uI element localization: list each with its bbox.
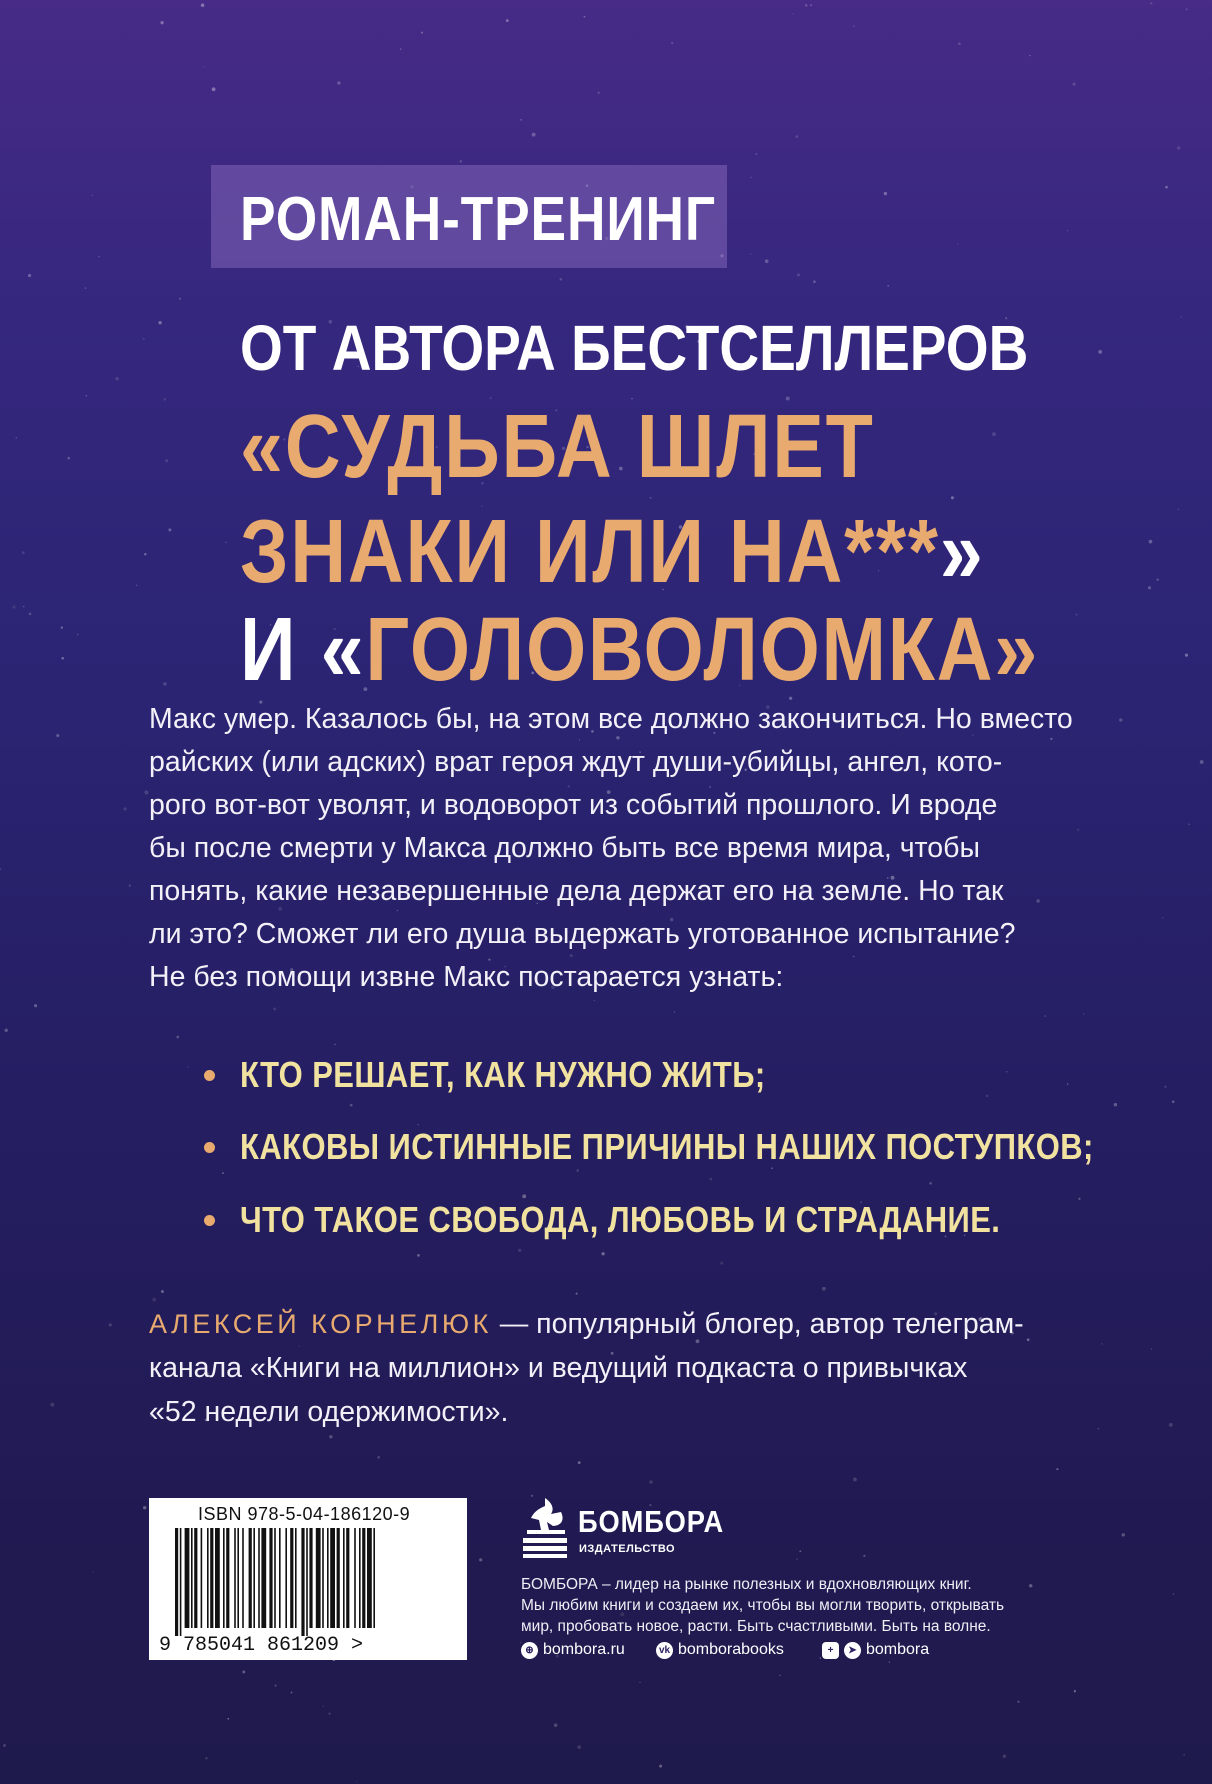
star <box>853 1477 857 1481</box>
author-bio-text: — популярный блогер, автор телеграм- <box>491 1308 1024 1340</box>
star <box>61 627 63 629</box>
star <box>136 585 137 586</box>
star <box>328 1712 330 1714</box>
publisher-name: БОМБОРА <box>578 1504 725 1539</box>
star <box>799 1550 801 1552</box>
star <box>165 459 168 462</box>
star <box>1156 578 1158 580</box>
bullet-dot-icon <box>204 1070 215 1081</box>
barcode-bar <box>253 1528 255 1628</box>
star <box>115 377 118 380</box>
headline-line-2: «СУДЬБА ШЛЕТ <box>240 397 875 497</box>
bombora-logo-icon <box>521 1496 573 1558</box>
star <box>1164 1086 1166 1088</box>
star <box>797 273 800 276</box>
star <box>755 153 757 155</box>
star <box>168 528 171 531</box>
bullet-dot-icon <box>204 1215 215 1226</box>
star <box>5 1029 8 1032</box>
description-line: рого вот-вот уволят, и водоворот из событий прошлого. И вроде <box>149 789 998 821</box>
barcode-bar <box>185 1528 190 1628</box>
star <box>650 497 652 499</box>
star <box>576 1293 578 1295</box>
star <box>929 1182 932 1185</box>
social-link-telegram[interactable] <box>822 1639 929 1661</box>
star <box>1078 1198 1080 1200</box>
star <box>16 437 18 439</box>
star <box>779 1675 780 1676</box>
star <box>56 734 59 737</box>
star <box>1050 738 1052 740</box>
star <box>506 19 509 22</box>
star <box>674 1011 676 1013</box>
star <box>1077 829 1079 831</box>
description-line: ли это? Сможет ли его душа выдержать уготованное испытание? <box>149 918 1016 950</box>
star <box>158 321 161 324</box>
star <box>144 791 148 795</box>
barcode-bar <box>207 1528 209 1628</box>
barcode-bar <box>194 1528 197 1628</box>
star <box>1122 1533 1125 1536</box>
star <box>853 25 855 27</box>
star <box>98 256 100 258</box>
star <box>225 542 226 543</box>
isbn-number: ISBN 978-5-04-186120-9 <box>198 1504 411 1524</box>
barcode-bar <box>258 1528 260 1628</box>
star <box>417 1254 420 1257</box>
star <box>222 1172 224 1174</box>
star <box>22 551 25 554</box>
star <box>1119 718 1123 722</box>
star <box>598 92 600 94</box>
star <box>68 457 71 460</box>
star <box>889 1662 890 1663</box>
star <box>820 1657 822 1659</box>
description <box>149 698 1073 999</box>
author-bio-line: канала «Книги на миллион» и ведущий подкаста о привычках <box>149 1352 968 1384</box>
star <box>1178 509 1180 511</box>
star <box>152 1298 156 1302</box>
barcode-bar <box>306 1528 308 1636</box>
star <box>421 32 423 34</box>
star <box>204 66 205 67</box>
star <box>671 42 673 44</box>
star <box>805 4 808 7</box>
barcode-bar <box>175 1528 178 1636</box>
star <box>212 87 216 91</box>
headline-title-2: ГОЛОВОЛОМКА <box>365 600 995 700</box>
plus-icon: + <box>822 1642 839 1659</box>
star <box>986 1095 989 1098</box>
star <box>161 1290 164 1293</box>
bullet-text: КАКОВЫ ИСТИННЫЕ ПРИЧИНЫ НАШИХ ПОСТУПКОВ; <box>240 1126 1094 1167</box>
barcode-bar <box>359 1528 361 1628</box>
star <box>1148 586 1151 589</box>
star <box>93 1571 94 1572</box>
barcode-bar <box>242 1528 244 1628</box>
star <box>1006 1071 1007 1072</box>
publisher-description-line: Мы любим книги и создаем их, чтобы вы могли творить, открывать <box>521 1597 1005 1614</box>
barcode-bar <box>279 1528 281 1628</box>
star <box>1017 1701 1019 1703</box>
star <box>1186 8 1187 9</box>
star <box>1169 1423 1173 1427</box>
barcode-bar <box>367 1528 372 1628</box>
star <box>594 1000 596 1002</box>
star <box>560 278 563 281</box>
star <box>160 21 163 24</box>
barcode-bar <box>269 1528 272 1628</box>
star <box>1200 760 1204 764</box>
star <box>887 285 889 287</box>
star <box>50 1403 54 1407</box>
social-link-vk[interactable] <box>656 1639 784 1661</box>
star <box>188 1066 190 1068</box>
star <box>813 280 816 283</box>
star <box>1149 540 1153 544</box>
star <box>273 1008 276 1011</box>
barcode-bar <box>201 1528 203 1628</box>
star <box>400 48 401 49</box>
star <box>337 81 340 84</box>
star <box>291 1692 293 1694</box>
barcode-bar <box>223 1528 225 1628</box>
star <box>796 1558 798 1560</box>
star <box>77 634 79 636</box>
social-link-text: bombora <box>866 1641 930 1658</box>
star <box>329 1435 332 1438</box>
star <box>810 4 812 6</box>
star <box>61 657 64 660</box>
star <box>242 1670 245 1673</box>
star <box>577 1745 581 1749</box>
author-name: АЛЕКСЕЙ КОРНЕЛЮК <box>149 1309 492 1339</box>
author-bio-line <box>149 1302 1049 1346</box>
star <box>144 553 146 555</box>
star <box>1172 1593 1174 1595</box>
star <box>584 16 586 18</box>
star <box>1074 1690 1076 1692</box>
star <box>1165 186 1168 189</box>
star <box>1098 350 1102 354</box>
star <box>92 195 94 197</box>
star <box>1183 1754 1185 1756</box>
publisher-description-line: мир, пробовать новое, расти. Быть счастливыми. Быть на волне. <box>521 1618 991 1635</box>
barcode-bar <box>316 1528 321 1628</box>
star <box>793 13 794 14</box>
star <box>720 1262 723 1265</box>
barcode-bar <box>191 1528 193 1628</box>
star <box>23 606 25 608</box>
star <box>659 1765 662 1768</box>
star <box>176 1036 179 1039</box>
barcode-bar <box>285 1528 287 1628</box>
star <box>34 1004 37 1007</box>
star <box>1067 1083 1069 1085</box>
telegram-icon: ➤ <box>844 1642 861 1659</box>
star <box>13 605 16 608</box>
star <box>85 287 86 288</box>
star <box>1188 824 1189 825</box>
author-bio <box>149 1302 1049 1434</box>
barcode-bar <box>362 1528 365 1628</box>
star <box>143 1506 146 1509</box>
star <box>532 133 536 137</box>
barcode-bar <box>180 1528 182 1636</box>
barcode-bar <box>301 1528 304 1636</box>
barcode-bar <box>346 1528 349 1628</box>
barcode-bar <box>237 1528 239 1628</box>
barcode-bar <box>290 1528 293 1628</box>
star <box>957 243 959 245</box>
star <box>1083 1013 1084 1014</box>
star <box>639 1682 640 1683</box>
star <box>1177 146 1181 150</box>
star <box>201 4 205 8</box>
description-line: райских (или адских) врат героя ждут души-убийцы, ангел, кото- <box>149 746 1003 778</box>
star <box>554 1723 558 1727</box>
description-line: понять, какие незавершенные дела держат его на земле. Но так <box>149 875 1004 907</box>
star <box>765 259 769 263</box>
star <box>164 398 166 400</box>
star <box>576 1169 579 1172</box>
barcode-bar <box>373 1528 375 1628</box>
star <box>750 254 751 255</box>
star <box>275 1685 277 1687</box>
star <box>601 1252 604 1255</box>
author-bio-line: «52 недели одержимости». <box>149 1396 509 1428</box>
star <box>884 192 887 195</box>
barcode-bar <box>330 1528 335 1628</box>
bullet-text: ЧТО ТАКОЕ СВОБОДА, ЛЮБОВЬ И СТРАДАНИЕ. <box>240 1199 1001 1240</box>
barcode-bar <box>309 1528 312 1628</box>
bullet-text: КТО РЕШАЕТ, КАК НУЖНО ЖИТЬ; <box>240 1054 766 1095</box>
social-link-text: bombora.ru <box>543 1641 625 1658</box>
star <box>1044 1015 1046 1017</box>
star <box>1067 230 1069 232</box>
star <box>992 432 996 436</box>
star <box>29 612 32 615</box>
star <box>822 1287 826 1291</box>
star <box>1114 1103 1117 1106</box>
star <box>163 682 166 685</box>
star <box>356 1781 357 1782</box>
publisher-description-line: БОМБОРА – лидер на рынке полезных и вдохновляющих книг. <box>521 1576 972 1593</box>
barcode-bar <box>337 1528 340 1628</box>
star <box>123 807 126 810</box>
description-line: бы после смерти у Макса должно быть все время мира, чтобы <box>149 832 980 864</box>
star <box>1029 55 1030 56</box>
star <box>1162 917 1163 918</box>
star <box>578 1461 581 1464</box>
star <box>459 160 462 163</box>
star <box>863 1555 865 1557</box>
star <box>179 298 181 300</box>
barcode-bar <box>261 1528 266 1628</box>
star <box>377 1456 379 1458</box>
headline-line-3 <box>240 502 984 602</box>
star <box>750 177 751 178</box>
star <box>0 868 1 870</box>
star <box>518 1249 521 1252</box>
publisher-description <box>521 1574 1004 1637</box>
genre-label: РОМАН-ТРЕНИНГ <box>240 185 716 254</box>
barcode-bar <box>354 1528 356 1628</box>
star <box>1151 1348 1152 1349</box>
star <box>1172 1101 1175 1104</box>
star <box>1180 316 1182 318</box>
barcode-bar <box>210 1528 213 1628</box>
star <box>227 1718 229 1720</box>
star <box>520 119 521 120</box>
star <box>1029 1584 1032 1587</box>
publisher-subtitle: ИЗДАТЕЛЬСТВО <box>579 1543 676 1555</box>
star <box>85 395 87 397</box>
star <box>958 43 961 46</box>
star <box>951 496 954 499</box>
star <box>205 1757 207 1759</box>
barcode-bar <box>226 1528 229 1628</box>
star <box>1056 1468 1058 1470</box>
star <box>334 1044 336 1046</box>
star <box>1076 614 1078 616</box>
star <box>323 1706 324 1707</box>
description-line: Макс умер. Казалось бы, на этом все должно закончиться. Но вместо <box>149 703 1073 735</box>
star <box>649 1480 653 1484</box>
globe-icon: ⊕ <box>521 1642 538 1659</box>
barcode-digits: 9 785041 861209 > <box>159 1634 364 1657</box>
barcode-bar <box>327 1528 329 1628</box>
barcode-bar <box>234 1528 236 1628</box>
description-line: Не без помощи извне Макс постарается узнать: <box>149 961 784 993</box>
star <box>1150 2 1152 4</box>
star <box>1003 1755 1006 1758</box>
star <box>796 135 799 138</box>
barcode-bar <box>295 1528 297 1628</box>
headline-line-1: ОТ АВТОРА БЕСТСЕЛЛЕРОВ <box>240 312 1029 384</box>
barcode-bar <box>343 1528 345 1628</box>
vk-icon: vk <box>656 1642 673 1659</box>
star <box>3 1744 6 1747</box>
bullet-dot-icon <box>204 1142 215 1153</box>
star <box>479 1558 482 1561</box>
star <box>350 1104 353 1107</box>
star <box>710 1178 713 1181</box>
headline-quote-close: » <box>939 502 985 602</box>
headline-title-1-end: ЗНАКИ ИЛИ НА*** <box>240 502 940 602</box>
social-link-site[interactable] <box>521 1639 625 1661</box>
star <box>1098 1428 1099 1429</box>
barcode-bar <box>322 1528 324 1628</box>
star <box>28 274 31 277</box>
star <box>1101 1343 1103 1345</box>
barcode-bar <box>274 1528 276 1628</box>
star <box>1073 83 1076 86</box>
headline-quote-close-2: » <box>994 600 1040 700</box>
barcode-bar <box>215 1528 220 1628</box>
star <box>109 1323 112 1326</box>
headline-and: И « <box>240 600 366 700</box>
isbn-barcode <box>149 1498 467 1660</box>
star <box>129 884 131 886</box>
star <box>1185 653 1188 656</box>
headline-line-4 <box>240 600 1039 700</box>
star <box>143 338 145 340</box>
barcode-bar <box>249 1528 252 1628</box>
social-link-text: bomborabooks <box>678 1641 784 1658</box>
